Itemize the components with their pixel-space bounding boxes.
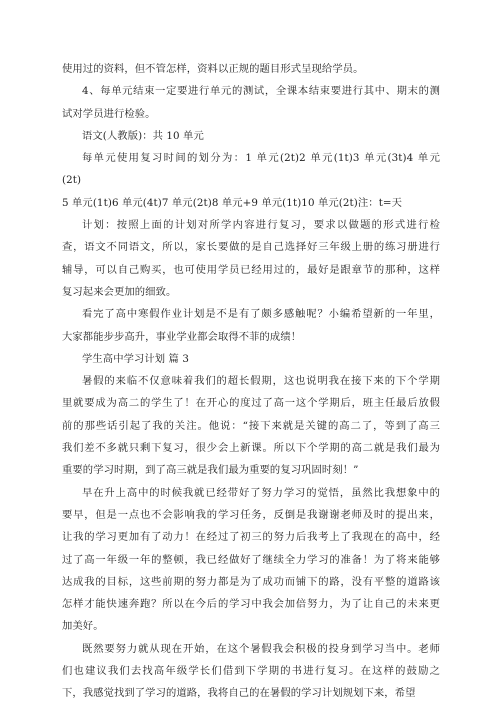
text-line: 们也建议我们去找高年级学长们借到下学期的书进行复习。在这样的鼓励之 [62, 665, 440, 678]
text-line: 要早，但是一点也不会影响我的学习任务，反倒是我谢谢老师及时的提出来， [62, 508, 440, 521]
text-line: 看完了高中寒假作业计划是不是有了颇多感触呢？小编希望新的一年里， [82, 308, 440, 321]
text-line: 复习起来会更加的细致。 [62, 285, 177, 298]
text-line: 试对学员进行检验。 [62, 107, 156, 120]
document-body [62, 58, 440, 705]
text-line: 使用过的资料，但不管怎样，资料以正规的题目形式呈现给学员。 [62, 63, 364, 75]
text-line: 计划：按照上面的计划对所学内容进行复习，要求以做题的形式进行检 [82, 219, 440, 232]
paragraph [62, 147, 440, 192]
text-line: 加美好。 [62, 620, 104, 633]
text-line: 暑假的来临不仅意味着我们的超长假期，这也说明我在接下来的下个学期 [82, 375, 440, 388]
paragraph [62, 214, 440, 303]
text-line: 辅导，可以自己购买，也可使用学员已经用过的，最好是跟章节的那种，这样 [62, 263, 440, 276]
text-line: 过了高一年级一年的整顿，我已经做好了继续全力学习的准备！为了将来能够 [62, 553, 440, 566]
text-line: 4、每单元结束一定要进行单元的测试，全课本结束要进行其中、期末的测 [82, 85, 440, 98]
paragraph [62, 482, 440, 638]
text-line: 查，语文不同语文，所以，家长要做的是自己选择好三年级上册的练习册进行 [62, 241, 440, 254]
text-line: 怎样才能快速奔跑？所以在今后的学习中我会加倍努力，为了让自己的未来更 [62, 598, 440, 611]
paragraph [62, 370, 440, 481]
text-line: 既然要努力就从现在开始，在这个暑假我会积极的投身到学习当中。老师 [82, 642, 440, 655]
text-line: 前的那些话引起了我的关注。他说：“接下来就是关键的高二了，等到了高三 [62, 419, 440, 432]
text-line: 早在升上高中的时候我就已经带好了努力学习的觉悟，虽然比我想象中的 [82, 486, 440, 499]
section-heading [62, 348, 440, 370]
text-line: 大家都能步步高升，事业学业都会取得不菲的成绩！ [62, 330, 302, 343]
text-line: 达成我的目标，这些前期的努力都是为了成功而铺下的路，没有平整的道路该 [62, 575, 440, 588]
paragraph [62, 192, 440, 214]
text-line: (2t) [62, 174, 82, 187]
text-line: 学生高中学习计划 篇 3 [82, 352, 189, 365]
section-heading [62, 125, 440, 147]
paragraph [62, 80, 440, 125]
text-line: 里就要成为高二的学生了！在开心的度过了高一这个学期后，班主任最后放假 [62, 397, 440, 410]
paragraph [62, 638, 440, 705]
text-line: 我们差不多就只剩下复习，很少会上新课。所以下个学期的高二就是我们最为 [62, 442, 440, 455]
text-line: 5 单元(1t)6 单元(4t)7 单元(2t)8 单元+9 单元(1t)10 单元(2t)注：t=天 [62, 196, 403, 209]
paragraph [62, 58, 440, 80]
text-line: 下，我感觉找到了学习的道路，我将自己的在暑假的学习计划规划下来，希望 [62, 687, 416, 700]
text-line: 重要的学习时期，到了高三就是我们最为重要的复习巩固时刻！” [62, 464, 359, 477]
text-line: 每单元使用复习时间的划分为：1 单元(2t)2 单元(1t)3 单元(3t)4 单元 [82, 152, 440, 165]
text-line: 语文(人教版)：共 10 单元 [82, 129, 204, 142]
text-line: 让我的学习更加有了动力！在经过了初三的努力后我考上了我现在的高中，经 [62, 531, 440, 544]
paragraph [62, 303, 440, 348]
